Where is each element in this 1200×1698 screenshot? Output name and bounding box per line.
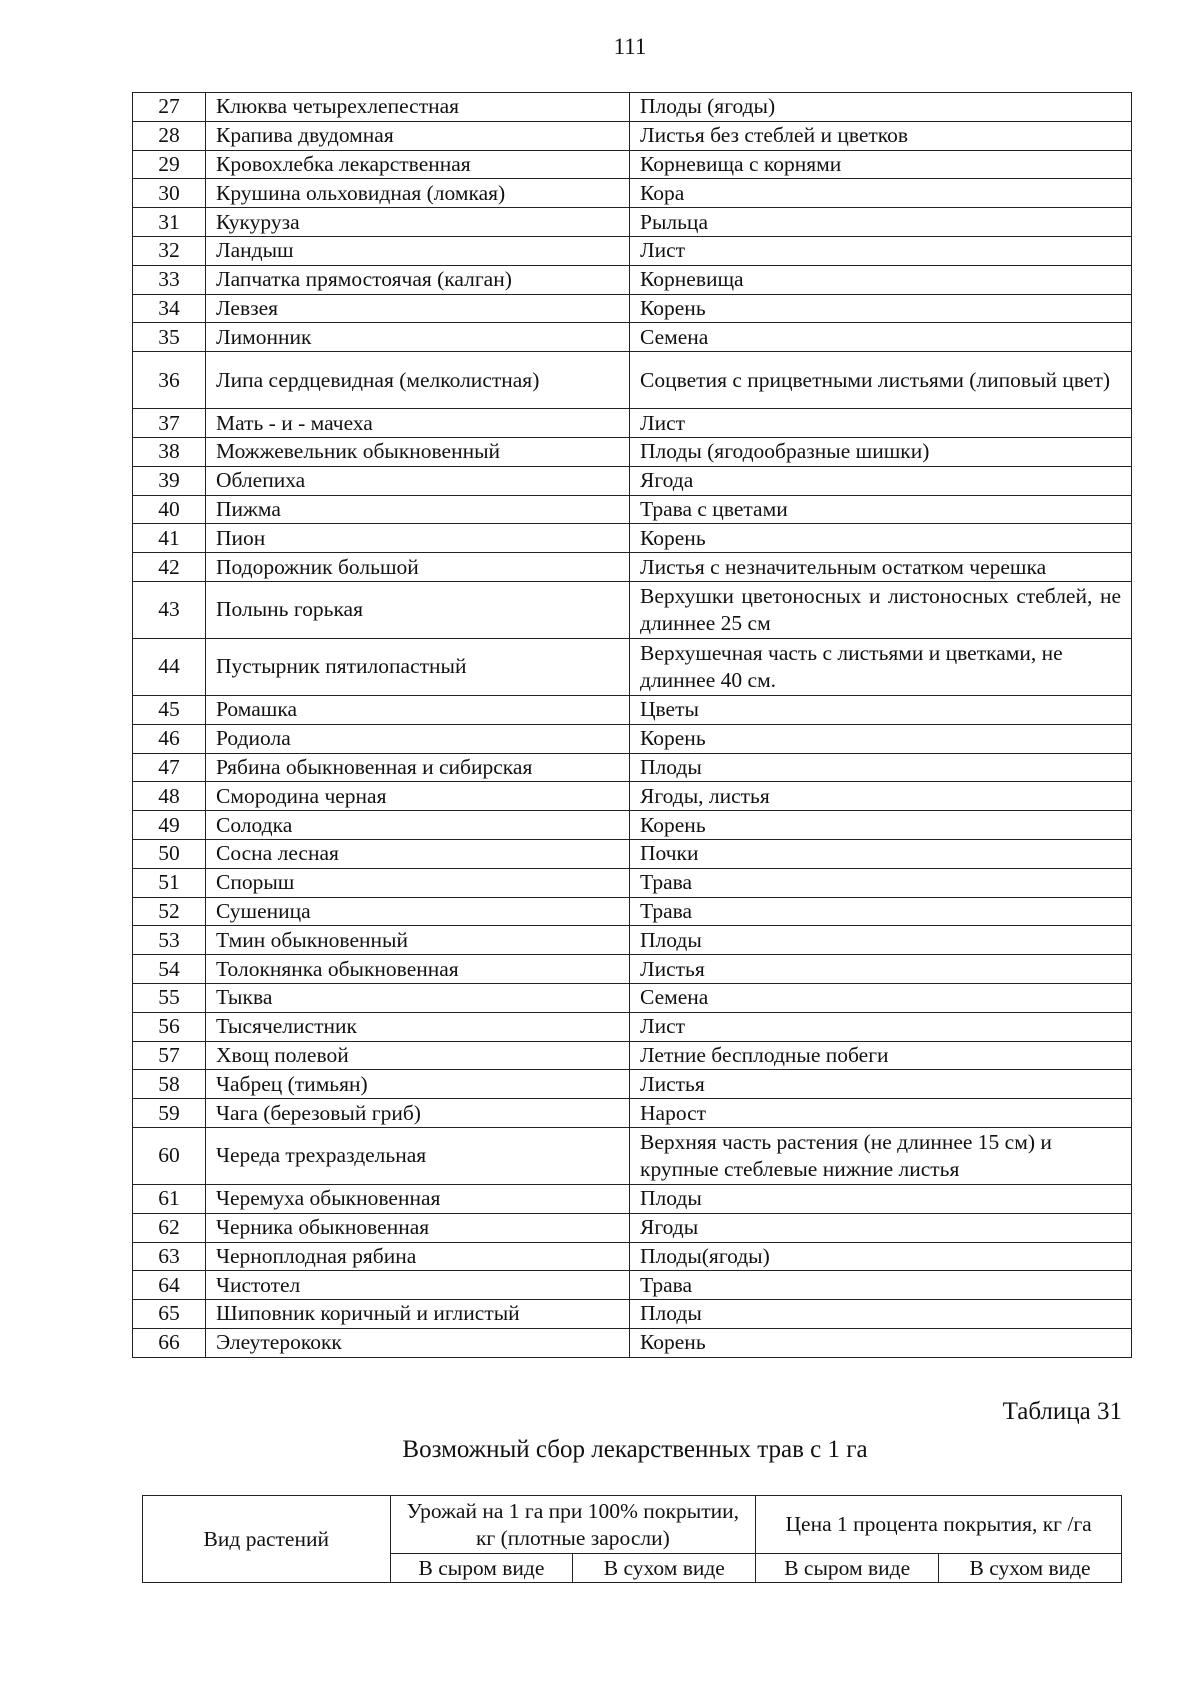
row-number: 39 — [133, 466, 206, 495]
plant-name: Крушина ольховидная (ломкая) — [206, 179, 630, 208]
header-price: Цена 1 процента покрытия, кг /га — [756, 1496, 1122, 1554]
header-price-dry: В сухом виде — [939, 1554, 1122, 1583]
plant-part: Корень — [630, 294, 1132, 323]
table-row — [133, 93, 1132, 122]
row-number: 65 — [133, 1300, 206, 1329]
plant-part: Лист — [630, 409, 1132, 438]
plant-part: Трава с цветами — [630, 495, 1132, 524]
row-number: 27 — [133, 93, 206, 122]
row-number: 38 — [133, 437, 206, 466]
plant-name: Пижма — [206, 495, 630, 524]
plant-part: Кора — [630, 179, 1132, 208]
plant-name: Спорыш — [206, 868, 630, 897]
row-number: 41 — [133, 524, 206, 553]
plant-name: Ромашка — [206, 695, 630, 724]
table-row — [133, 1099, 1132, 1128]
header-yield-dry: В сухом виде — [573, 1554, 756, 1583]
table-row — [133, 926, 1132, 955]
row-number: 58 — [133, 1070, 206, 1099]
row-number: 66 — [133, 1328, 206, 1357]
plant-part: Лист — [630, 1012, 1132, 1041]
row-number: 57 — [133, 1041, 206, 1070]
row-number: 52 — [133, 897, 206, 926]
plant-part: Плоды (ягодообразные шишки) — [630, 437, 1132, 466]
table-row — [133, 695, 1132, 724]
plant-part: Семена — [630, 323, 1132, 352]
header-yield: Урожай на 1 га при 100% покрытии, кг (плотные заросли) — [390, 1496, 756, 1554]
plant-name: Чистотел — [206, 1271, 630, 1300]
row-number: 30 — [133, 179, 206, 208]
plant-part: Верхушечная часть с листьями и цветками, не длиннее 40 см. — [630, 638, 1132, 695]
table-row — [133, 294, 1132, 323]
row-number: 33 — [133, 265, 206, 294]
table-row — [133, 150, 1132, 179]
table-row — [133, 1271, 1132, 1300]
plant-name: Лапчатка прямостоячая (калган) — [206, 265, 630, 294]
plant-part: Плоды — [630, 1184, 1132, 1213]
table-row — [133, 782, 1132, 811]
plant-name: Клюква четырехлепестная — [206, 93, 630, 122]
plant-part: Лист — [630, 236, 1132, 265]
table-row — [133, 437, 1132, 466]
plant-part: Верхушки цветоносных и листоносных стеблей, не длиннее 25 см — [630, 581, 1132, 638]
header-yield-raw: В сыром виде — [390, 1554, 573, 1583]
row-number: 42 — [133, 553, 206, 582]
plant-name: Подорожник большой — [206, 553, 630, 582]
plant-part: Почки — [630, 839, 1132, 868]
plant-name: Лимонник — [206, 323, 630, 352]
plant-name: Чабрец (тимьян) — [206, 1070, 630, 1099]
row-number: 43 — [133, 581, 206, 638]
table-row — [133, 955, 1132, 984]
table-caption: Таблица 31 — [1002, 1398, 1122, 1425]
row-number: 63 — [133, 1242, 206, 1271]
table-row — [133, 753, 1132, 782]
row-number: 49 — [133, 811, 206, 840]
row-number: 53 — [133, 926, 206, 955]
row-number: 32 — [133, 236, 206, 265]
table-row — [133, 1213, 1132, 1242]
table-row — [133, 1300, 1132, 1329]
row-number: 56 — [133, 1012, 206, 1041]
plant-name: Шиповник коричный и иглистый — [206, 1300, 630, 1329]
row-number: 61 — [133, 1184, 206, 1213]
plant-part: Ягоды, листья — [630, 782, 1132, 811]
table-title: Возможный сбор лекарственных трав с 1 га — [402, 1436, 868, 1463]
plant-part: Корневища — [630, 265, 1132, 294]
plant-name: Облепиха — [206, 466, 630, 495]
table-row — [133, 1041, 1132, 1070]
table-row — [133, 265, 1132, 294]
row-number: 45 — [133, 695, 206, 724]
plant-part: Ягоды — [630, 1213, 1132, 1242]
row-number: 60 — [133, 1127, 206, 1184]
row-number: 59 — [133, 1099, 206, 1128]
header-price-raw: В сыром виде — [756, 1554, 939, 1583]
row-number: 36 — [133, 352, 206, 409]
plant-part: Соцветия с прицветными листьями (липовый цвет) — [630, 352, 1132, 409]
table-row — [133, 323, 1132, 352]
table-row — [133, 983, 1132, 1012]
plant-part: Корень — [630, 811, 1132, 840]
plant-name: Черноплодная рябина — [206, 1242, 630, 1271]
plant-name: Тмин обыкновенный — [206, 926, 630, 955]
page-number: 111 — [613, 34, 647, 59]
plant-name: Родиола — [206, 724, 630, 753]
plant-part: Трава — [630, 1271, 1132, 1300]
plant-name: Чага (березовый гриб) — [206, 1099, 630, 1128]
plant-part: Плоды — [630, 926, 1132, 955]
table-row — [133, 352, 1132, 409]
plant-name: Пустырник пятилопастный — [206, 638, 630, 695]
row-number: 64 — [133, 1271, 206, 1300]
plant-name: Полынь горькая — [206, 581, 630, 638]
plant-part: Корень — [630, 524, 1132, 553]
plant-part: Семена — [630, 983, 1132, 1012]
table-row — [133, 121, 1132, 150]
plant-name: Элеутерококк — [206, 1328, 630, 1357]
row-number: 29 — [133, 150, 206, 179]
row-number: 48 — [133, 782, 206, 811]
plant-part: Рыльца — [630, 208, 1132, 237]
row-number: 62 — [133, 1213, 206, 1242]
plant-name: Рябина обыкновенная и сибирская — [206, 753, 630, 782]
table-row — [133, 724, 1132, 753]
plants-table — [132, 92, 1132, 1358]
plant-name: Толокнянка обыкновенная — [206, 955, 630, 984]
table-row — [133, 638, 1132, 695]
row-number: 46 — [133, 724, 206, 753]
plant-name: Солодка — [206, 811, 630, 840]
plant-name: Тысячелистник — [206, 1012, 630, 1041]
table-row — [133, 466, 1132, 495]
table-row — [133, 524, 1132, 553]
plant-part: Плоды — [630, 753, 1132, 782]
row-number: 28 — [133, 121, 206, 150]
plant-part: Летние бесплодные побеги — [630, 1041, 1132, 1070]
table-row — [133, 1242, 1132, 1271]
plant-part: Плоды — [630, 1300, 1132, 1329]
harvest-table — [142, 1495, 1122, 1583]
plant-name: Кровохлебка лекарственная — [206, 150, 630, 179]
table-row — [133, 208, 1132, 237]
plant-part: Нарост — [630, 1099, 1132, 1128]
table-row — [133, 1184, 1132, 1213]
plant-part: Цветы — [630, 695, 1132, 724]
table-row — [133, 897, 1132, 926]
plant-name: Левзея — [206, 294, 630, 323]
plant-name: Липа сердцевидная (мелколистная) — [206, 352, 630, 409]
plant-part: Трава — [630, 868, 1132, 897]
table-row — [133, 1070, 1132, 1099]
row-number: 40 — [133, 495, 206, 524]
plant-part: Листья без стеблей и цветков — [630, 121, 1132, 150]
plant-name: Ландыш — [206, 236, 630, 265]
plant-name: Смородина черная — [206, 782, 630, 811]
plant-name: Черника обыкновенная — [206, 1213, 630, 1242]
plant-name: Сушеница — [206, 897, 630, 926]
plant-name: Можжевельник обыкновенный — [206, 437, 630, 466]
plant-part: Листья — [630, 1070, 1132, 1099]
table-row — [133, 179, 1132, 208]
table-row — [133, 868, 1132, 897]
table-row — [133, 1328, 1132, 1357]
row-number: 34 — [133, 294, 206, 323]
table-row — [133, 553, 1132, 582]
plant-name: Крапива двудомная — [206, 121, 630, 150]
table-row — [133, 409, 1132, 438]
plant-part: Трава — [630, 897, 1132, 926]
plant-part: Корневища с корнями — [630, 150, 1132, 179]
row-number: 54 — [133, 955, 206, 984]
plant-name: Пион — [206, 524, 630, 553]
row-number: 55 — [133, 983, 206, 1012]
row-number: 44 — [133, 638, 206, 695]
plant-part: Плоды(ягоды) — [630, 1242, 1132, 1271]
plant-part: Ягода — [630, 466, 1132, 495]
table-row — [133, 839, 1132, 868]
row-number: 50 — [133, 839, 206, 868]
table-row — [133, 1127, 1132, 1184]
plant-part: Плоды (ягоды) — [630, 93, 1132, 122]
row-number: 35 — [133, 323, 206, 352]
plant-name: Сосна лесная — [206, 839, 630, 868]
table-row — [133, 811, 1132, 840]
row-number: 47 — [133, 753, 206, 782]
table-row — [133, 236, 1132, 265]
table-row — [133, 1012, 1132, 1041]
header-plant-type: Вид растений — [143, 1496, 391, 1583]
harvest-header-row — [143, 1496, 1122, 1554]
table-row — [133, 581, 1132, 638]
plant-part: Листья — [630, 955, 1132, 984]
plant-name: Череда трехраздельная — [206, 1127, 630, 1184]
plant-name: Кукуруза — [206, 208, 630, 237]
row-number: 37 — [133, 409, 206, 438]
row-number: 31 — [133, 208, 206, 237]
plants-table-body — [133, 93, 1132, 1358]
row-number: 51 — [133, 868, 206, 897]
plant-name: Тыква — [206, 983, 630, 1012]
plant-part: Листья с незначительным остатком черешка — [630, 553, 1132, 582]
plant-part: Верхняя часть растения (не длиннее 15 см) и крупные стеблевые нижние листья — [630, 1127, 1132, 1184]
plant-part: Корень — [630, 1328, 1132, 1357]
plant-part: Корень — [630, 724, 1132, 753]
plant-name: Мать - и - мачеха — [206, 409, 630, 438]
plant-name: Хвощ полевой — [206, 1041, 630, 1070]
plant-name: Черемуха обыкновенная — [206, 1184, 630, 1213]
table-row — [133, 495, 1132, 524]
